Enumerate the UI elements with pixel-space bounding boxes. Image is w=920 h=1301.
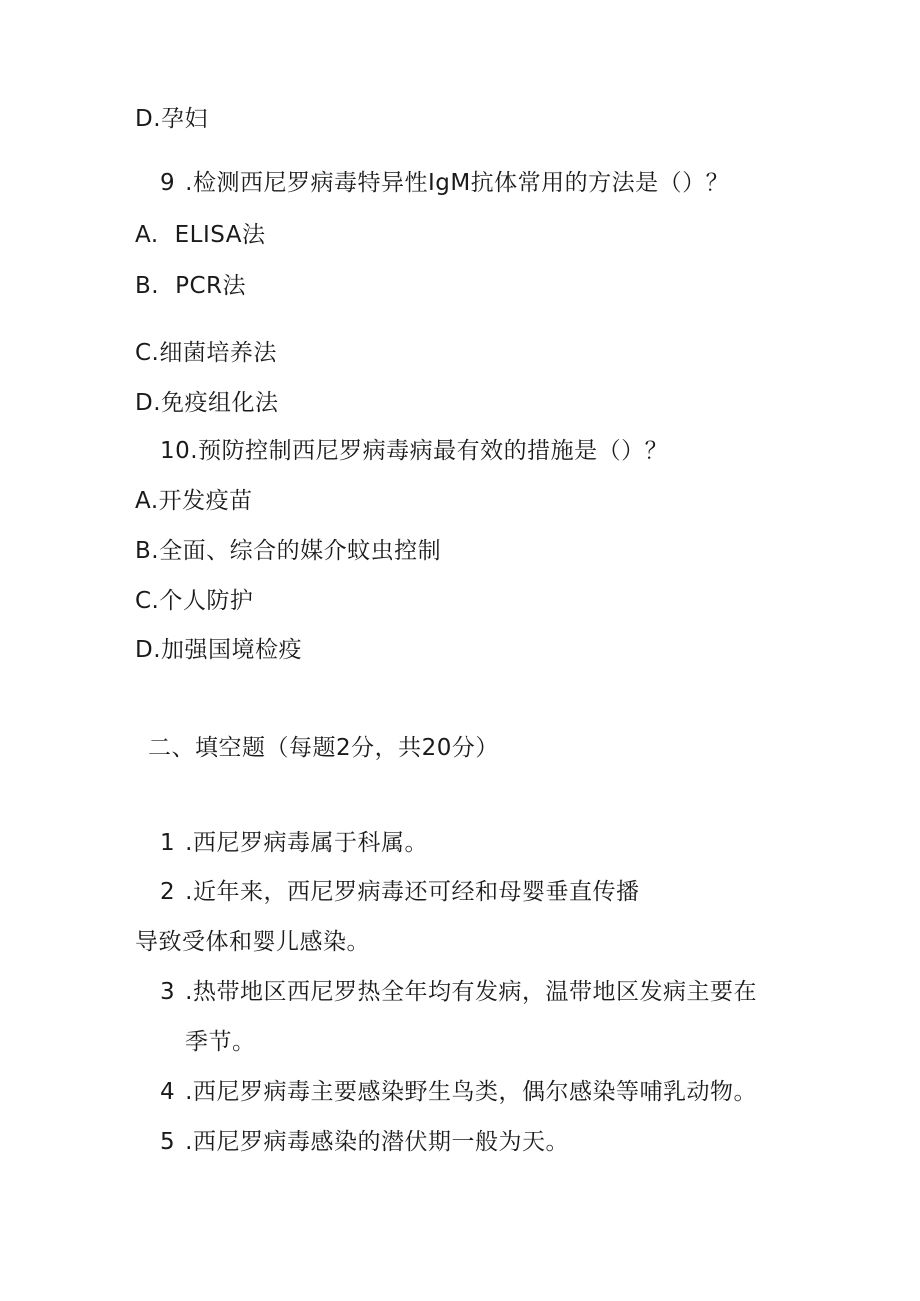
q9-number: 9 <box>160 170 176 196</box>
fill-item-3 <box>160 977 757 1007</box>
fill-item-3-text: .热带地区西尼罗热全年均有发病，温带地区发病主要在 <box>185 979 757 1005</box>
fill-item-3-continuation: 季节。 <box>185 1029 256 1055</box>
fill-item-5-text: .西尼罗病毒感染的潜伏期一般为天。 <box>185 1129 569 1155</box>
q9-stem-text: .检测西尼罗病毒特异性IgM抗体常用的方法是（）？ <box>185 170 730 196</box>
fill-item-1-text: .西尼罗病毒属于科属。 <box>185 830 428 856</box>
q8-option-d: D.孕妇 <box>135 106 209 132</box>
fill-item-4 <box>160 1077 757 1107</box>
q9-option-d: D.免疫组化法 <box>135 390 279 416</box>
fill-item-2-continuation: 导致受体和婴儿感染。 <box>135 929 370 955</box>
q9-option-a <box>135 220 266 250</box>
q9-option-b-text: PCR法 <box>175 273 247 299</box>
fill-item-5 <box>160 1127 569 1157</box>
fill-item-1 <box>160 828 428 858</box>
fill-item-1-number: 1 <box>160 830 176 856</box>
fill-item-4-text: .西尼罗病毒主要感染野生鸟类，偶尔感染等哺乳动物。 <box>185 1079 757 1105</box>
q9-option-b-letter: B. <box>135 273 160 299</box>
fill-item-3-number: 3 <box>160 979 176 1005</box>
q9-option-c: C.细菌培养法 <box>135 340 277 366</box>
q10-option-a: A.开发疫苗 <box>135 488 253 514</box>
q10-stem: 10.预防控制西尼罗病毒病最有效的措施是（）？ <box>160 438 669 464</box>
fill-item-4-number: 4 <box>160 1079 176 1105</box>
fill-item-2 <box>160 877 639 907</box>
q10-option-d: D.加强国境检疫 <box>135 637 303 663</box>
fill-item-2-text: .近年来，西尼罗病毒还可经和母婴垂直传播 <box>185 879 640 905</box>
q9-stem <box>160 168 729 198</box>
q9-option-b <box>135 271 246 301</box>
q9-option-a-text: ELISA法 <box>174 222 266 248</box>
q9-option-a-letter: A. <box>135 222 159 248</box>
fill-item-2-number: 2 <box>160 879 176 905</box>
q10-option-c: C.个人防护 <box>135 588 254 614</box>
section-heading: 二、填空题（每题2分，共20分） <box>148 735 499 761</box>
q10-option-b: B.全面、综合的媒介蚊虫控制 <box>135 538 442 564</box>
fill-item-5-number: 5 <box>160 1129 176 1155</box>
